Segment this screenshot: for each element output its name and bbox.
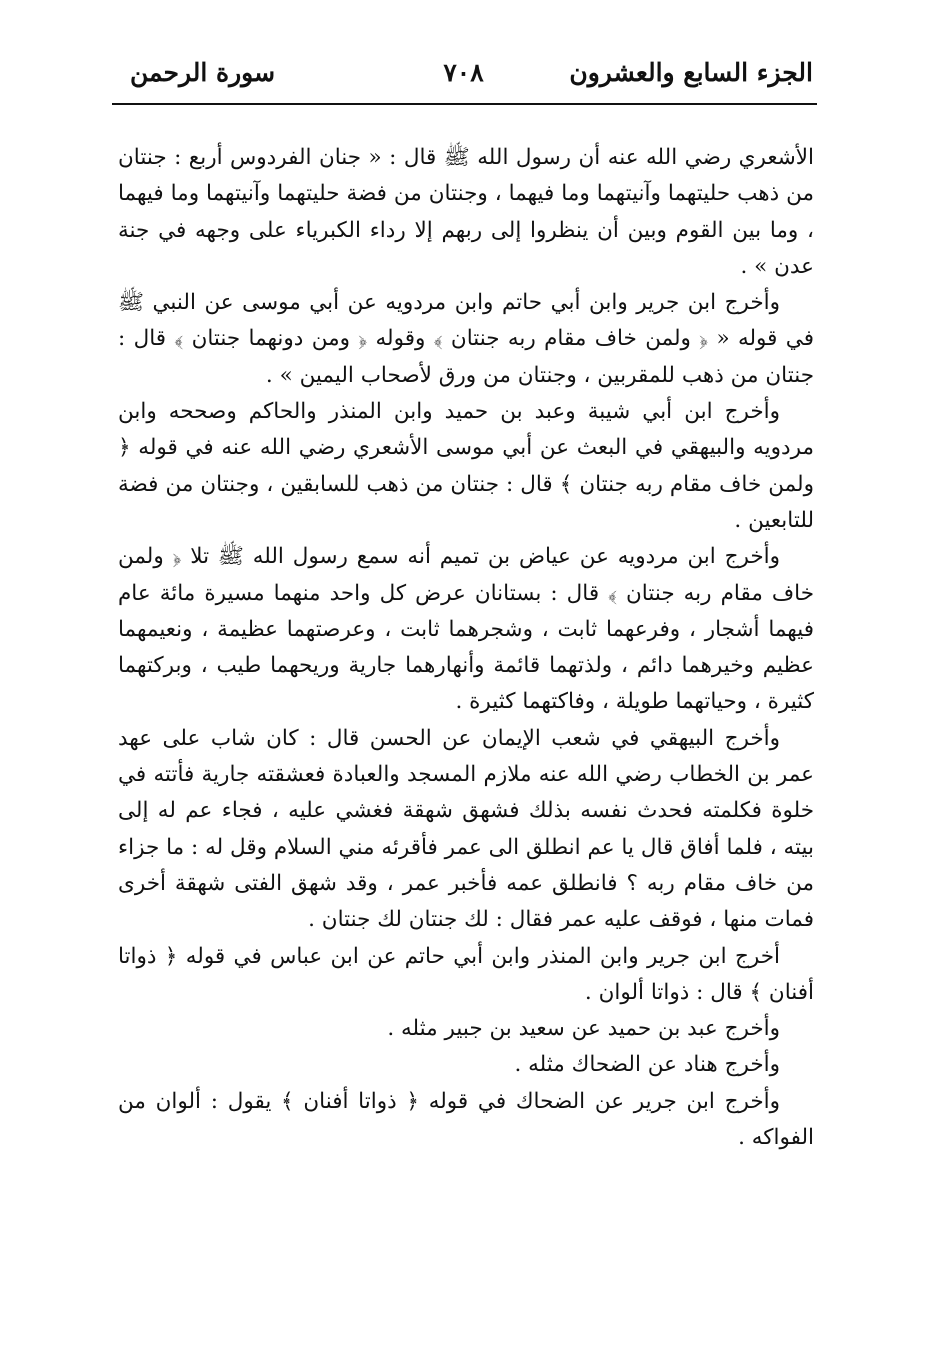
surah-title: سورة الرحمن: [130, 58, 276, 87]
paragraph-bayhaqi-story: وأخرج البيهقي في شعب الإيمان عن الحسن قال : كان شاب على عهد عمر بن الخطاب رضي الله عنه ملازم المسجد والعبادة فعشقته جارية فأتته في خلوة فكلمته فحدث نفسه بذلك فشهق شهقة فغشي عليه ، فجاء عم له إلى بيته ، فلما أفاق قال يا عم انطلق الى عمر فأقرئه مني السلام وقل له : ما جزاء من خاف مقام ربه ؟ فانطلق عمه فأخبر عمر ، وقد شهق الفتى شهقة أخرى فمات منها ، فوقف عليه عمر فقال : لك جنتان لك جنتان .: [118, 725, 814, 933]
paragraph-hannad: وأخرج هناد عن الضحاك مثله .: [514, 1052, 780, 1078]
paragraph-dahhak: وأخرج ابن جرير عن الضحاك في قوله ﴿ ذواتا أفنان ﴾ يقول : ألوان من الفواكه .: [118, 1088, 814, 1151]
paragraph-said-bin-jubayr: وأخرج عبد بن حميد عن سعيد بن جبير مثله .: [387, 1016, 780, 1042]
page-header: [112, 52, 815, 104]
header-divider: [112, 103, 817, 105]
paragraph-ibn-abi-shaybah: وأخرج ابن أبي شيبة وعبد بن حميد وابن المنذر والحاكم وصححه وابن مردويه والبيهقي في البعث عن أبي موسى الأشعري رضي الله عنه في قوله ﴿ ولمن خاف مقام ربه جنتان ﴾ قال : جنتان من ذهب للسابقين ، وجنتان من فضة للتابعين .: [118, 399, 814, 533]
part-title: الجزء السابع والعشرون: [569, 58, 813, 87]
paragraph-ibn-abbas: أخرج ابن جرير وابن المنذر وابن أبي حاتم عن ابن عباس في قوله ﴿ ذواتا أفنان ﴾ قال : ذواتا ألوان .: [118, 943, 814, 1005]
paragraph-hadith-firdaws: الأشعري رضي الله عنه أن رسول الله ﷺ قال : « جنان الفردوس أربع : جنتان من ذهب حليتهما وآنيتهما وما فيهما ، وجنتان من فضة حليتهما وآنيتهما وما فيهما ، وما بين القوم وبين أن ينظروا إلى ربهم إلا رداء الكبرياء على وجهه في جنة عدن » .: [118, 145, 814, 279]
page-body: [118, 140, 814, 1156]
paragraph-iyad-bin-tamim: وأخرج ابن مردويه عن عياض بن تميم أنه سمع رسول الله ﷺ تلا ﴿ ولمن خاف مقام ربه جنتان ﴾ قال : بستانان عرض كل واحد منهما مسيرة مائة عام فيهما أشجار ، وفرعهما ثابت ، وشجرهما ثابت ، وعرصتهما عظيمة ، ونعيمهما عظيم وخيرهما دائم ، ولذتهما قائمة وأنهارهما جارية وريحهما طيب ، وبركتهما كثيرة ، وحياتهما طويلة ، وفاكتهما كثيرة .: [118, 544, 814, 715]
page-number: ٧٠٨: [443, 58, 484, 87]
paragraph-abu-musa: وأخرج ابن جرير وابن أبي حاتم وابن مردويه عن أبي موسى عن النبي ﷺ في قوله « ﴿ ولمن خاف مقام ربه جنتان ﴾ وقوله ﴿ ومن دونهما جنتان ﴾ قال : جنتان من ذهب للمقربين ، وجنتان من ورق لأصحاب اليمين » .: [118, 290, 814, 388]
